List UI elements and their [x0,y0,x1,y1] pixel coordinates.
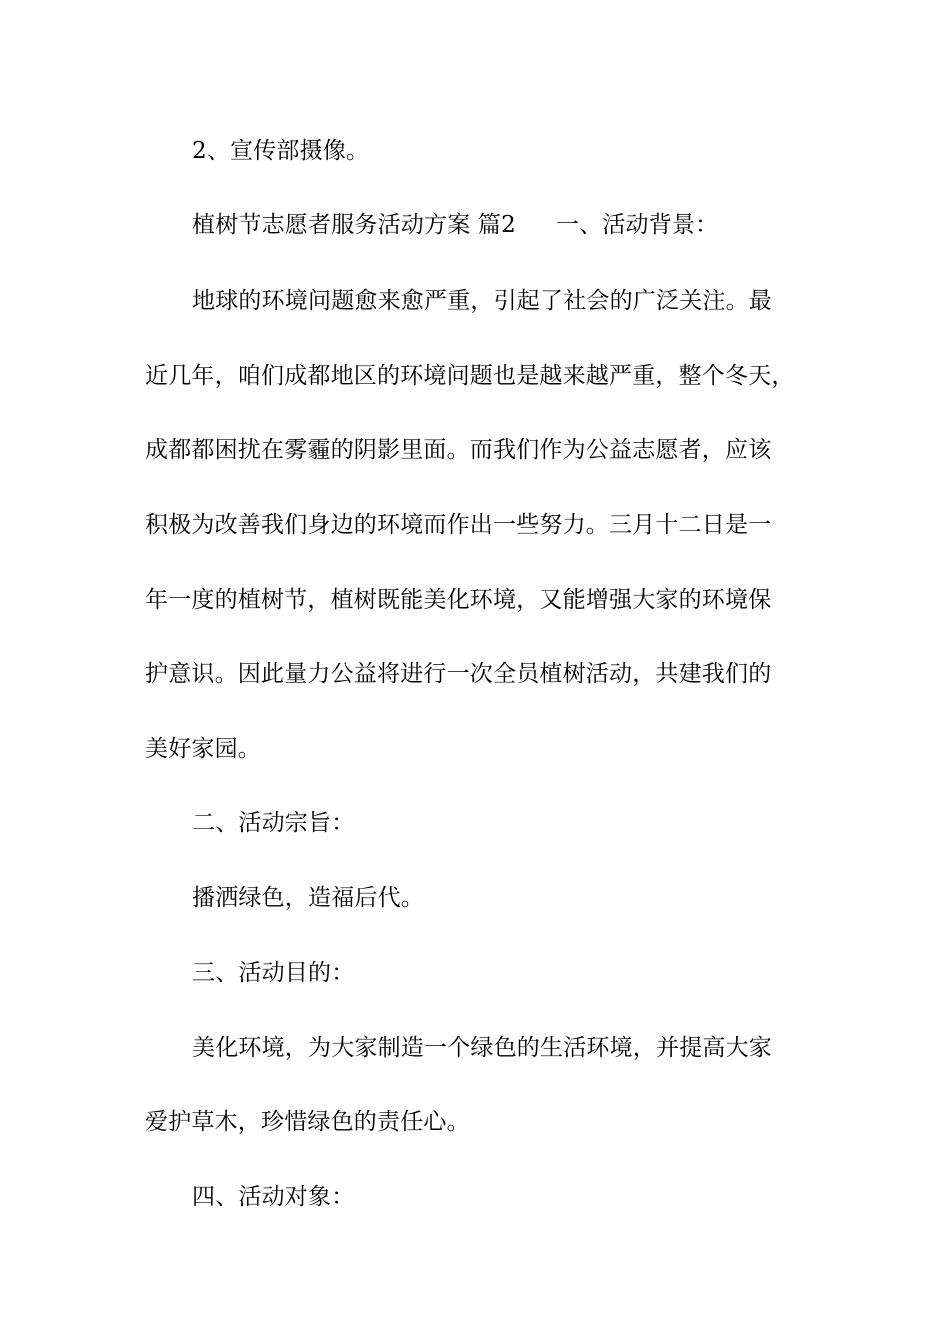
paragraph-line: 年一度的植树节，植树既能美化环境，又能增强大家的环境保 [145,587,772,613]
section-heading: 二、活动宗旨： [192,810,355,836]
section-heading: 一、活动背景： [555,212,719,238]
section-heading: 三、活动目的： [192,960,355,986]
paragraph-line: 近几年，咱们成都地区的环境问题也是越来越严重，整个冬天， [145,363,795,389]
paragraph-line: 美好家园。 [145,736,261,762]
paragraph-line: 护意识。因此量力公益将进行一次全员植树活动，共建我们的 [145,661,772,687]
paragraph-line: 爱护草木，珍惜绿色的责任心。 [145,1109,470,1135]
paragraph-line: 播洒绿色，造福后代。 [192,885,424,911]
paragraph-line: 2、宣传部摄像。 [192,138,370,164]
section-title: 植树节志愿者服务活动方案 篇2 [192,212,516,238]
paragraph-line: 地球的环境问题愈来愈严重，引起了社会的广泛关注。最 [192,288,772,314]
paragraph-line: 美化环境，为大家制造一个绿色的生活环境，并提高大家 [192,1035,772,1061]
paragraph-line: 成都都困扰在雾霾的阴影里面。而我们作为公益志愿者，应该 [145,437,772,463]
paragraph-line: 积极为改善我们身边的环境而作出一些努力。三月十二日是一 [145,512,772,538]
heading-line [192,210,718,240]
section-heading: 四、活动对象： [192,1184,355,1210]
